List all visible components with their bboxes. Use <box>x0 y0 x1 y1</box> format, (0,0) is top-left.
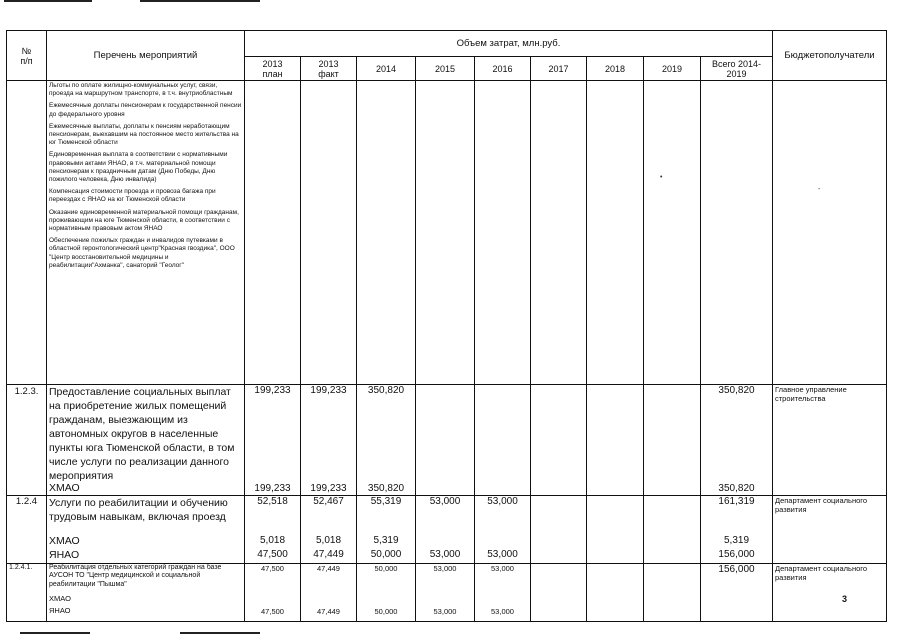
value-cell: 50,000 <box>357 549 416 563</box>
value-cell: 5,018 <box>245 535 301 549</box>
bottom-rule <box>180 632 260 634</box>
top-rule <box>140 0 260 2</box>
value-cell: 50,000 <box>357 563 416 595</box>
row-num: 1.2.3. <box>7 385 47 484</box>
region-label: ХМАО <box>47 535 245 549</box>
row-title: Реабилитация отдельных категорий граждан на базе АУСОН ТО "Центр медицинской и социальной реабилитации "Пышма" <box>47 563 245 595</box>
recipient-cell: Департамент социального развития <box>773 563 887 595</box>
value-cell: 53,000 <box>475 563 531 595</box>
header-year: 2017 <box>531 57 587 81</box>
header-year-total: Всего 2014- 2019 <box>701 57 773 81</box>
list-item: Обеспечение пожилых граждан и инвалидов путевками в областной геронтологический центр"Красная гвоздика", ООО "Центр восстановительной медицины и реабилитации"Ахманка", санаторий "Геолог" <box>49 237 235 269</box>
value-total: 350,820 <box>701 385 773 484</box>
header-year: 2018 <box>587 57 644 81</box>
value-cell: 199,233 <box>301 483 357 495</box>
list-item: Компенсация стоимости проезда и провоза багажа при переездах с ЯНАО на юг Тюменской области <box>49 188 216 204</box>
value-cell: 199,233 <box>245 385 301 484</box>
page-number: 3 <box>841 594 847 604</box>
value-cell: 53,000 <box>475 549 531 563</box>
value-total: 161,319 <box>701 495 773 535</box>
value-total: 5,319 <box>701 535 773 549</box>
list-item: Льготы по оплате жилищно-коммунальных услуг, связи, проезда на маршрутном транспорте, в т.ч. внутриобластным <box>49 82 233 98</box>
scan-speck: • <box>660 174 663 181</box>
value-cell: 5,018 <box>301 535 357 549</box>
header-year: 2014 <box>357 57 416 81</box>
value-cell: 47,449 <box>301 563 357 595</box>
value-cell: 52,518 <box>245 495 301 535</box>
value-cell: 53,000 <box>416 563 475 595</box>
block-num <box>7 81 47 385</box>
value-cell: 47,449 <box>301 607 357 621</box>
row-title: Предоставление социальных выплат на приобретение жилых помещений гражданам, выезжающим из автономных округов в населенные пункты юга Тюменской области, в том числе услуги по реализации данного мероприятия <box>47 385 245 484</box>
header-year: 2013 факт <box>301 57 357 81</box>
list-item: Оказание единовременной материальной помощи гражданам, проживающим на юге Тюменской области, в соответствии с нормативным правовым актом ЯНАО <box>49 208 239 233</box>
header-year: 2015 <box>416 57 475 81</box>
value-cell: 47,500 <box>245 549 301 563</box>
budget-table <box>6 30 887 622</box>
list-item: Единовременная выплата в соответствии с нормативными правовыми актами ЯНАО, в т.ч. материальной помощи пенсионерам к праздничным датам (Дню Победы, Дню пожилого человека, Дню инвалида) <box>49 151 228 184</box>
value-total: 156,000 <box>701 549 773 563</box>
list-item: Ежемесячные выплаты, доплаты к пенсиям неработающим пенсионерам, выехавшим на постоянное место жительства на юг Тюменской области <box>49 122 239 147</box>
header-recipients: Бюджетополучатели <box>773 31 887 81</box>
value-cell: 53,000 <box>475 607 531 621</box>
header-year: 2019 <box>644 57 701 81</box>
header-costs: Объем затрат, млн.руб. <box>245 31 773 57</box>
value-cell: 50,000 <box>357 607 416 621</box>
value-cell: 53,000 <box>475 495 531 535</box>
header-measures: Перечень мероприятий <box>47 31 245 81</box>
bottom-rule <box>20 632 90 634</box>
recipient-cell: Департамент социального развития <box>773 495 887 535</box>
row-num: 1.2.4 <box>7 495 47 535</box>
value-cell: 53,000 <box>416 549 475 563</box>
value-cell: 199,233 <box>245 483 301 495</box>
header-year: 2013 план <box>245 57 301 81</box>
value-total: 156,000 <box>701 563 773 595</box>
value-total: 350,820 <box>701 483 773 495</box>
value-cell: 47,449 <box>301 549 357 563</box>
list-item: Ежемесячные доплаты пенсионерам к государственной пенсии до федерального уровня <box>49 102 242 118</box>
header-year: 2016 <box>475 57 531 81</box>
budget-table-sheet <box>6 30 886 616</box>
row-num: 1.2.4.1. <box>7 563 47 595</box>
value-cell: 5,319 <box>357 535 416 549</box>
value-cell: 53,000 <box>416 495 475 535</box>
region-label: ХМАО <box>47 483 245 495</box>
value-cell: 53,000 <box>416 607 475 621</box>
block-items <box>47 81 245 385</box>
value-cell: 350,820 <box>357 483 416 495</box>
value-cell: 55,319 <box>357 495 416 535</box>
value-cell: 52,467 <box>301 495 357 535</box>
top-rule <box>4 0 92 2</box>
header-num: № п/п <box>7 31 47 81</box>
value-cell: 47,500 <box>245 607 301 621</box>
value-cell: 350,820 <box>357 385 416 484</box>
scan-speck: - <box>818 186 821 193</box>
row-title: Услуги по реабилитации и обучению трудовым навыкам, включая проезд <box>47 495 245 535</box>
region-label: ЯНАО <box>47 607 245 621</box>
value-cell: 199,233 <box>301 385 357 484</box>
region-label: ХМАО <box>47 595 245 607</box>
recipient-cell: Главное управление строительства <box>773 385 887 484</box>
value-cell: 47,500 <box>245 563 301 595</box>
region-label: ЯНАО <box>47 549 245 563</box>
